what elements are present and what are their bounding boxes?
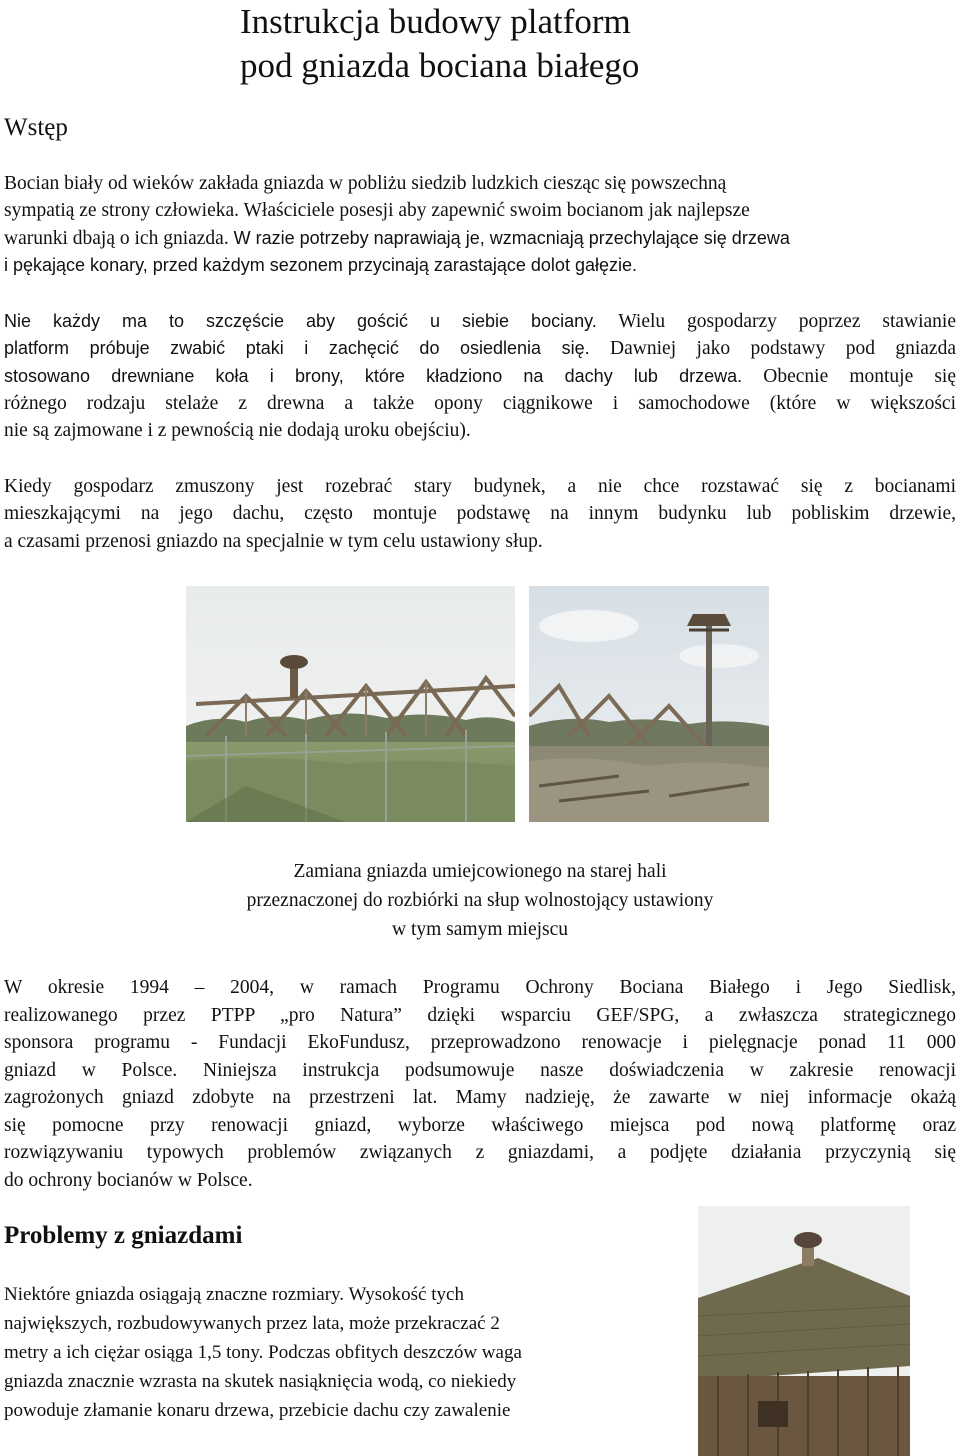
program-paragraph (4, 974, 956, 1194)
intro-p1-line-3b: W razie potrzeby naprawiają je, wzmacniają przechylające się drzewa (233, 227, 790, 248)
photo-old-hall-nest (186, 586, 515, 822)
title-line-2: pod gniazda bociana białego (240, 46, 640, 85)
problems-paragraph (4, 1280, 684, 1425)
intro-p2-line-3b: Obecnie montuje się (742, 365, 956, 387)
photo-pole-nest (529, 586, 769, 822)
program-line-5: zagrożonych gniazd zdobyte na przestrzeni lat. Mamy nadzieję, że zawarte w niej informacje okażą (4, 1087, 956, 1108)
intro-p1-line-3a: warunki dbają o ich gniazda. (4, 227, 234, 249)
intro-p3-line-2: mieszkającymi na jego dachu, często montuje podstawę na innym budynku lub pobliskim drzewie, (4, 503, 956, 525)
problems-line-1: Niektóre gniazda osiągają znaczne rozmiary. Wysokość tych (4, 1284, 464, 1305)
intro-p1-line-1: Bocian biały od wieków zakłada gniazda w pobliżu siedzib ludzkich ciesząc się powszechną (4, 173, 727, 194)
problems-line-2: największych, rozbudowywanych przez lata, może przekraczać 2 (4, 1313, 500, 1334)
section-heading-intro: Wstęp (4, 114, 68, 141)
program-line-3: sponsora programu - Fundacji EkoFundusz, przeprowadzono renowacje i pielęgnacje ponad 11 000 (4, 1032, 956, 1053)
intro-p2-line-1b: Wielu gospodarzy poprzez stawianie (596, 311, 956, 332)
photo-barn-roof-nest (698, 1206, 910, 1456)
intro-p3-line-3: a czasami przenosi gniazdo na specjalnie w tym celu ustawiony słup. (4, 530, 543, 552)
section-heading-problems: Problemy z gniazdami (4, 1222, 243, 1249)
intro-p1-line-4: i pękające konary, przed każdym sezonem przycinają zarastające dolot gałęzie. (4, 254, 637, 275)
problems-line-4: gniazda znacznie wzrasta na skutek nasiąknięcia wodą, co niekiedy (4, 1371, 517, 1392)
program-line-4: gniazd w Polsce. Niniejsza instrukcja podsumowuje nasze doświadczenia w zakresie renowacji (4, 1059, 956, 1081)
intro-p1-line-3 (4, 225, 956, 252)
photo-barn-roof-nest-image (698, 1206, 910, 1456)
program-line-2: realizowanego przez PTPP „pro Natura” dzięki wsparciu GEF/SPG, a zwłaszcza strategicznego (4, 1004, 956, 1026)
photo-pole-nest-image (529, 586, 769, 822)
caption-line-3: w tym samym miejscu (391, 919, 569, 940)
program-line-7: rozwiązywaniu typowych problemów związanych z gniazdami, a podjęte działania przyczynią się (4, 1142, 956, 1163)
caption-line-2: przeznaczonej do rozbiórki na słup wolnostojący ustawiony (246, 890, 714, 911)
intro-p2-line-2 (4, 335, 956, 362)
intro-p2-line-5: nie są zajmowane i z pewnością nie dodają uroku obejściu). (4, 420, 471, 442)
problems-line-5: powoduje złamanie konaru drzewa, przebicie dachu czy zawalenie (4, 1400, 511, 1421)
title-line-1: Instrukcja budowy platform (240, 2, 631, 41)
intro-p2-line-3a: stosowano drewniane koła i brony, które kładziono na dachy lub drzewa. (4, 365, 743, 386)
program-line-1: W okresie 1994 – 2004, w ramach Programu Ochrony Bociana Białego i Jego Siedlisk, (4, 977, 956, 998)
caption-line-1: Zamiana gniazda umiejcowionego na starej hali (293, 861, 667, 882)
intro-paragraph-1 (4, 170, 956, 279)
intro-p2-line-3 (4, 363, 956, 390)
intro-p2-line-2a: platform próbuje zwabić ptaki i zachęcić do osiedlenia się. (4, 338, 590, 359)
program-line-8: do ochrony bocianów w Polsce. (4, 1169, 253, 1191)
intro-p2-line-4: różnego rodzaju stelaże z drewna a także opony ciągnikowe i samochodowe (które w większości (4, 392, 956, 414)
problems-line-3: metry a ich ciężar osiąga 1,5 tony. Podczas obfitych deszczów waga (4, 1342, 522, 1363)
intro-p2-line-1a: Nie każdy ma to szczęście aby gościć u siebie bociany. (4, 311, 597, 331)
intro-p2-line-2b: Dawniej jako podstawy pod gniazda (589, 338, 956, 360)
intro-p1-line-2: sympatią ze strony człowieka. Właściciele posesji aby zapewnić swoim bocianom jak najlepsze (4, 200, 750, 222)
intro-paragraph-2 (4, 308, 956, 444)
intro-paragraph-3 (4, 473, 956, 555)
intro-p2-line-1 (4, 308, 956, 335)
photo-old-hall-nest-image (186, 586, 515, 822)
program-line-6: się pomocne przy renowacji gniazd, wyborze właściwego miejsca pod nową platformę oraz (4, 1114, 956, 1136)
intro-p3-line-1: Kiedy gospodarz zmuszony jest rozebrać stary budynek, a nie chce rozstawać się z bocianami (4, 476, 956, 497)
photo-caption (190, 857, 770, 944)
document-title (240, 0, 800, 88)
